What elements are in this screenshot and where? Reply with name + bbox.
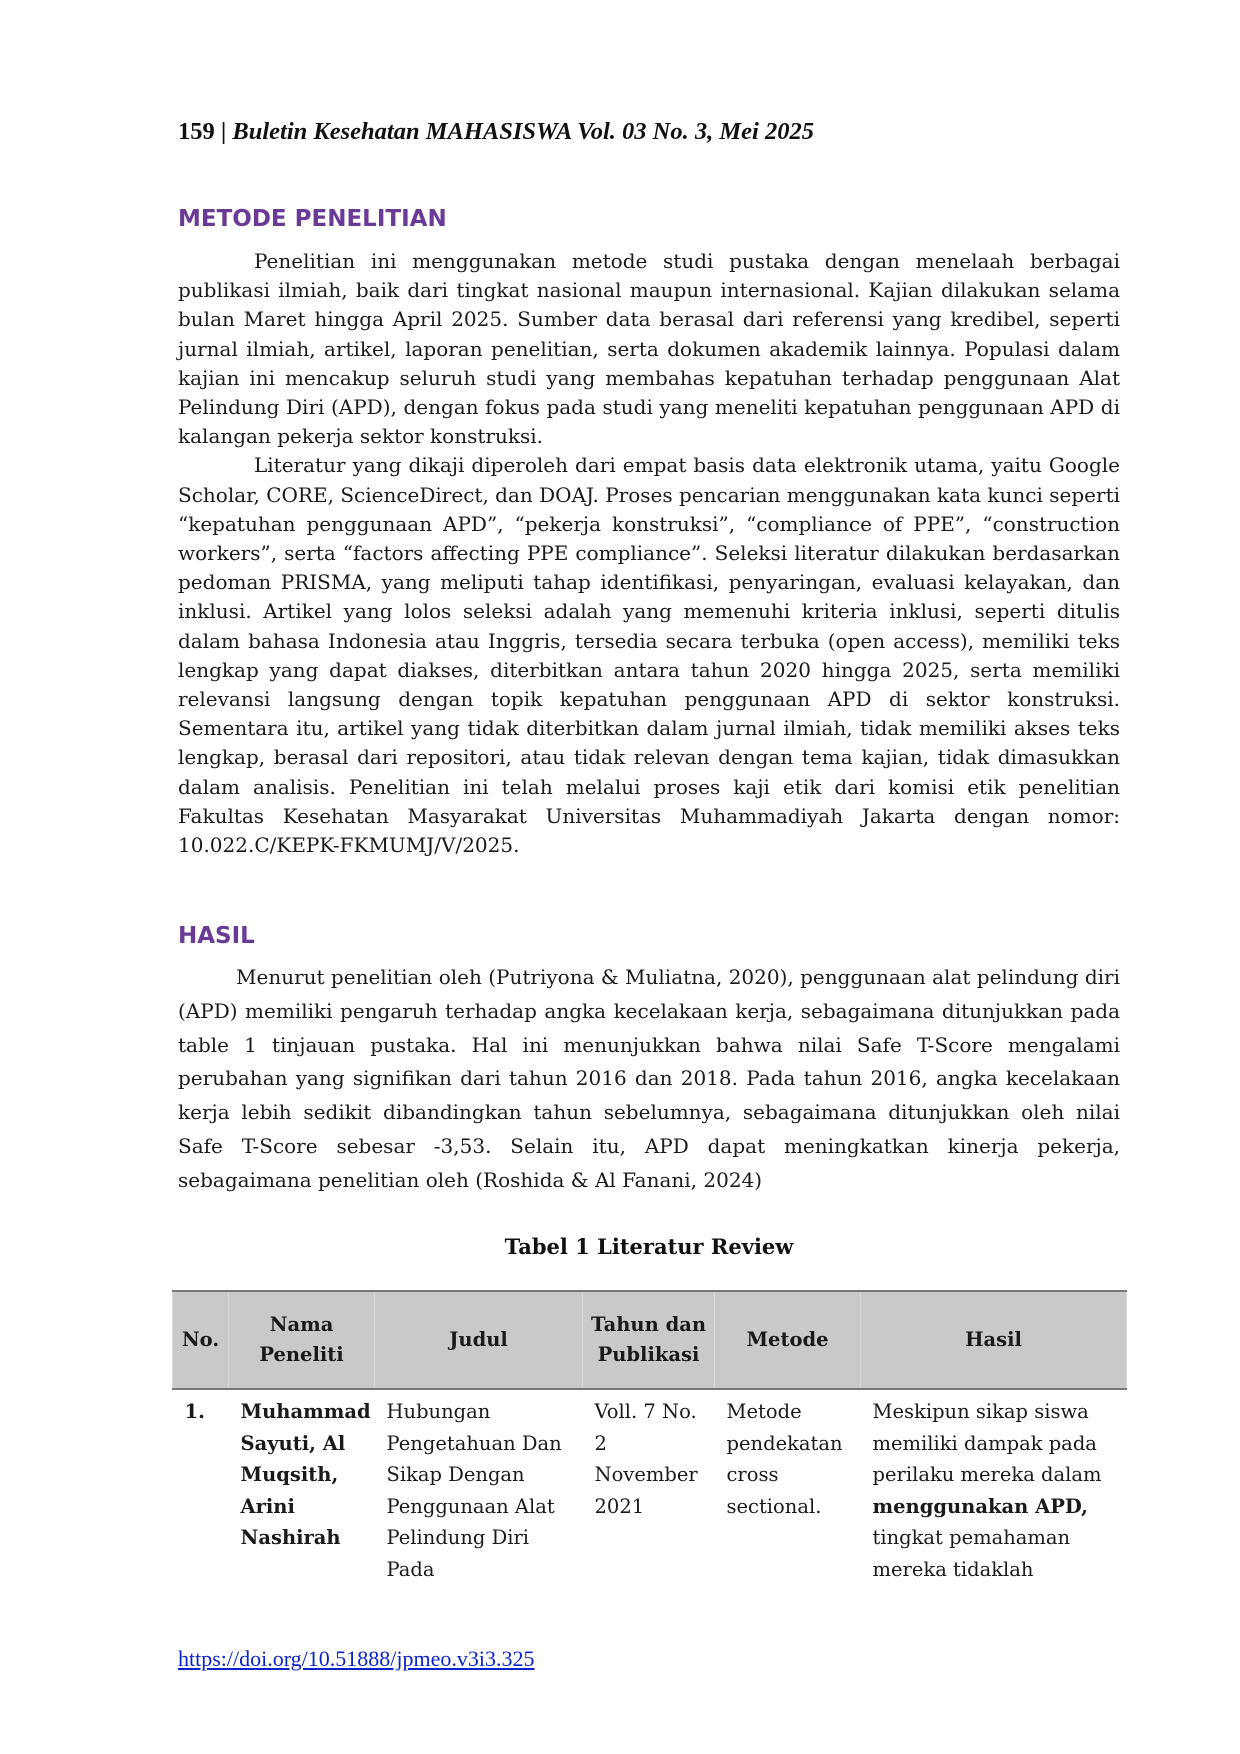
page-number: 159 — [178, 118, 215, 145]
cell-peneliti: Muhammad Sayuti, Al Muqsith, Arini Nashirah — [240, 1400, 371, 1549]
metode-body — [178, 247, 1120, 860]
cell-judul: Hubungan Pengetahuan Dan Sikap Dengan Penggunaan Alat Pelindung Diri Pada — [386, 1400, 562, 1581]
cell-metode: Metode pendekatan cross sectional. — [726, 1400, 843, 1518]
column-header-judul: Judul — [375, 1291, 583, 1389]
cell-hasil — [861, 1389, 1127, 1585]
table-caption: Tabel 1 Literatur Review — [504, 1234, 794, 1259]
header-separator: | — [214, 118, 233, 145]
section-title-hasil: HASIL — [178, 923, 255, 949]
column-header-tahun: Tahun dan Publikasi — [583, 1291, 715, 1389]
table-header-row — [173, 1291, 1127, 1389]
cell-no: 1. — [184, 1400, 205, 1423]
paragraph: Menurut penelitian oleh (Putriyona & Muliatna, 2020), penggunaan alat pelindung diri (APD) memiliki pengaruh terhadap angka kecelakaan kerja, sebagaimana ditunjukkan pada table 1 tinjauan pustaka. Hal ini menunjukkan bahwa nilai Safe T-Score mengalami perubahan yang signifikan dari tahun 2016 dan 2018. Pada tahun 2016, angka kecelakaan kerja lebih sedikit dibandingkan tahun sebelumnya, sebagaimana ditunjukkan oleh nilai Safe T-Score sebesar -3,53. Selain itu, APD dapat meningkatkan kinerja pekerja, sebagaimana penelitian oleh (Roshida & Al Fanani, 2024) — [178, 965, 1120, 1192]
column-header-peneliti: Nama Peneliti — [229, 1291, 375, 1389]
hasil-body — [178, 961, 1120, 1198]
column-header-metode: Metode — [715, 1291, 861, 1389]
literature-table — [172, 1290, 1127, 1585]
running-header — [178, 118, 1098, 146]
column-header-hasil: Hasil — [861, 1291, 1127, 1389]
section-title-metode: METODE PENELITIAN — [178, 206, 447, 232]
cell-tahun: Voll. 7 No. 2 November 2021 — [594, 1400, 698, 1518]
column-header-no: No. — [173, 1291, 229, 1389]
table-row — [173, 1389, 1127, 1585]
paragraph: Penelitian ini menggunakan metode studi pustaka dengan menelaah berbagai publikasi ilmiah, baik dari tingkat nasional maupun internasional. Kajian dilakukan selama bulan Maret hingga April 2025. Sumber data berasal dari referensi yang kredibel, seperti jurnal ilmiah, artikel, laporan penelitian, serta dokumen akademik lainnya. Populasi dalam kajian ini mencakup seluruh studi yang membahas kepatuhan terhadap penggunaan Alat Pelindung Diri (APD), dengan fokus pada studi yang meneliti kepatuhan penggunaan APD di kalangan pekerja sektor konstruksi. — [178, 249, 1120, 449]
hasil-text: Meskipun sikap siswa memiliki dampak pada perilaku mereka dalam — [872, 1400, 1102, 1486]
paragraph: Literatur yang dikaji diperoleh dari empat basis data elektronik utama, yaitu Google Scholar, CORE, ScienceDirect, dan DOAJ. Proses pencarian menggunakan kata kunci seperti “kepatuhan penggunaan APD”, “pekerja konstruksi”, “compliance of PPE”, “construction workers”, serta “factors affecting PPE compliance”. Seleksi literatur dilakukan berdasarkan pedoman PRISMA, yang meliputi tahap identifikasi, penyaringan, evaluasi kelayakan, dan inklusi. Artikel yang lolos seleksi adalah yang memenuhi kriteria inklusi, seperti ditulis dalam bahasa Indonesia atau Inggris, tersedia secara terbuka (open access), memiliki teks lengkap yang dapat diakses, diterbitkan antara tahun 2020 hingga 2025, serta memiliki relevansi langsung dengan topik kepatuhan penggunaan APD di sektor konstruksi. Sementara itu, artikel yang tidak diterbitkan dalam jurnal ilmiah, tidak memiliki akses teks lengkap, berasal dari repositori, atau tidak relevan dengan tema kajian, tidak dimasukkan dalam analisis. Penelitian ini telah melalui proses kaji etik dari komisi etik penelitian Fakultas Kesehatan Masyarakat Universitas Muhammadiyah Jakarta dengan nomor: 10.022.C/KEPK-FKMUMJ/V/2025. — [178, 453, 1120, 858]
doi-link[interactable]: https://doi.org/10.51888/jpmeo.v3i3.325 — [178, 1646, 535, 1671]
hasil-emphasis: menggunakan APD, — [872, 1494, 1088, 1518]
journal-name: Buletin Kesehatan MAHASISWA Vol. 03 No. 3, Mei 2025 — [232, 118, 814, 145]
hasil-text-continued: tingkat pemahaman mereka tidaklah — [872, 1526, 1071, 1581]
